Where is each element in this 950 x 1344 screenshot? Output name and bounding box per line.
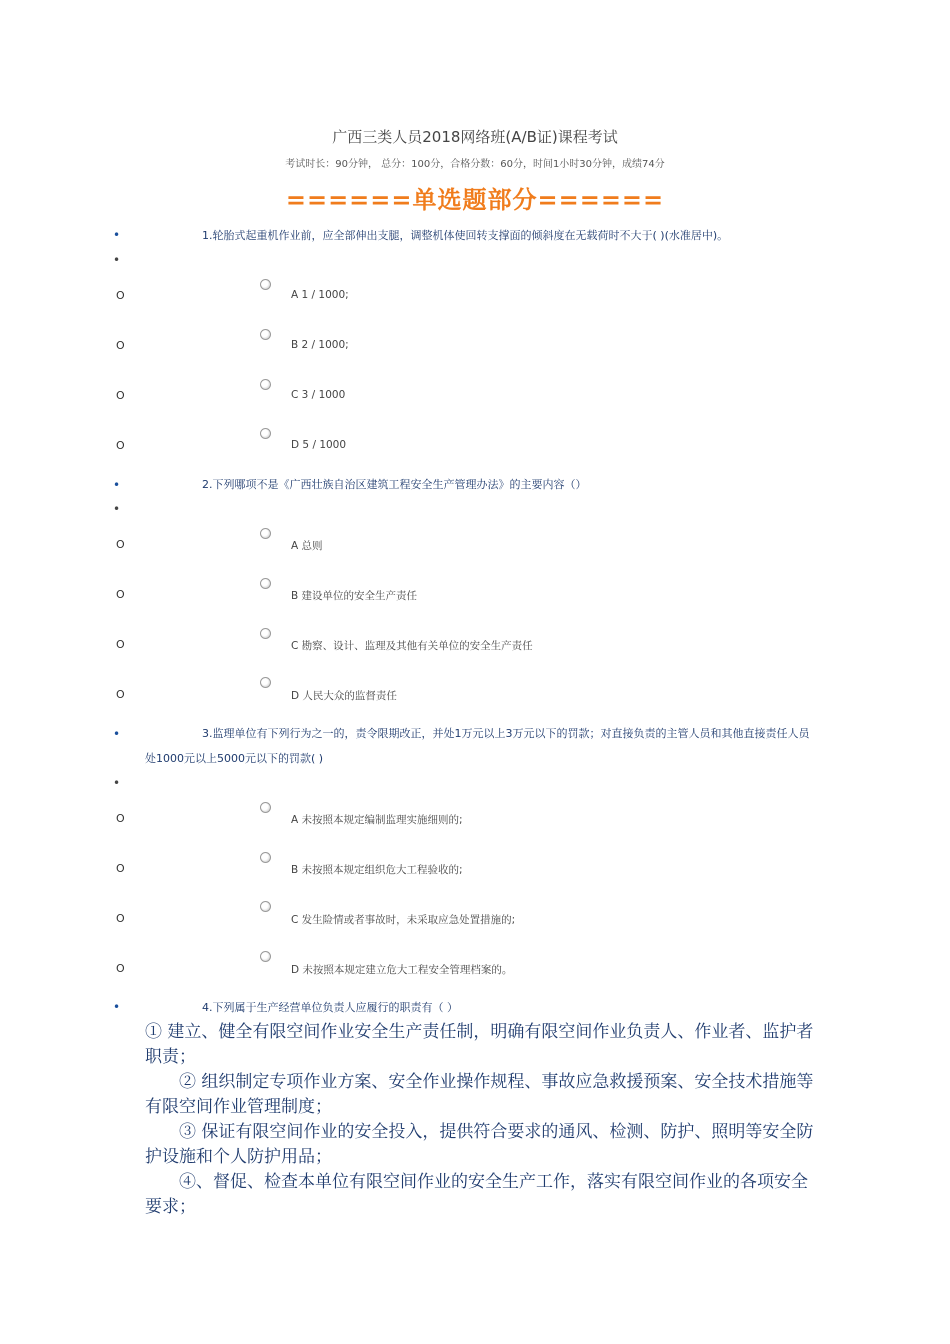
- answer-bullet: •: [113, 776, 121, 790]
- q4-item-4: ④、督促、检查本单位有限空间作业的安全生产工作，落实有限空间作业的各项安全要求；: [145, 1172, 808, 1217]
- option-marker: O: [116, 862, 125, 875]
- q3-option-a-radio[interactable]: [260, 802, 271, 813]
- q2-option-d-label: D 人民大众的监督责任: [291, 690, 397, 702]
- q2-option-c-radio[interactable]: [260, 628, 271, 639]
- question-bullet: •: [113, 478, 121, 492]
- q1-option-c-radio[interactable]: [260, 379, 271, 390]
- option-marker: O: [116, 389, 125, 402]
- question-bullet: •: [113, 727, 121, 741]
- q4-item-2: ② 组织制定专项作业方案、安全作业操作规程、事故应急救援预案、安全技术措施等有限空间作业管理制度；: [145, 1072, 814, 1117]
- q3-option-c-label: C 发生险情或者事故时，未采取应急处置措施的;: [291, 914, 516, 926]
- option-marker: O: [116, 962, 125, 975]
- option-marker: O: [116, 439, 125, 452]
- option-marker: O: [116, 812, 125, 825]
- q3-option-d-label: D 未按照本规定建立危大工程安全管理档案的。: [291, 964, 513, 976]
- q1-option-b-label: B 2 / 1000;: [291, 339, 349, 351]
- q4-item-1: ① 建立、健全有限空间作业安全生产责任制，明确有限空间作业负责人、作业者、监护者职责；: [145, 1022, 814, 1067]
- question-2-text: 2.下列哪项不是《广西壮族自治区建筑工程安全生产管理办法》的主要内容（）: [202, 478, 587, 491]
- option-marker: O: [116, 588, 125, 601]
- section-title: ======单选题部分======: [285, 186, 665, 214]
- exam-meta: 考试时长：90分钟， 总分：100分，合格分数：60分，时间1小时30分钟，成绩74分: [285, 159, 665, 170]
- q2-option-a-radio[interactable]: [260, 528, 271, 539]
- q1-option-d-radio[interactable]: [260, 428, 271, 439]
- question-1-text: 1.轮胎式起重机作业前，应全部伸出支腿，调整机体使回转支撑面的倾斜度在无载荷时不大于( )(水准居中)。: [202, 229, 729, 242]
- q3-option-c-radio[interactable]: [260, 901, 271, 912]
- q2-option-d-radio[interactable]: [260, 677, 271, 688]
- option-marker: O: [116, 339, 125, 352]
- question-bullet: •: [113, 228, 121, 242]
- option-marker: O: [116, 538, 125, 551]
- exam-title: 广西三类人员2018网络班(A/B证)课程考试: [332, 128, 618, 146]
- q1-option-c-label: C 3 / 1000: [291, 389, 346, 401]
- question-4-text: 4.下列属于生产经营单位负责人应履行的职责有（ ）: [202, 1001, 458, 1014]
- q2-option-a-label: A 总则: [291, 540, 323, 552]
- option-marker: O: [116, 688, 125, 701]
- answer-bullet: •: [113, 253, 121, 267]
- option-marker: O: [116, 289, 125, 302]
- q1-option-d-label: D 5 / 1000: [291, 439, 347, 451]
- question-bullet: •: [113, 1000, 121, 1014]
- q1-option-b-radio[interactable]: [260, 329, 271, 340]
- q1-option-a-radio[interactable]: [260, 279, 271, 290]
- option-marker: O: [116, 638, 125, 651]
- q1-option-a-label: A 1 / 1000;: [291, 289, 349, 301]
- q2-option-b-radio[interactable]: [260, 578, 271, 589]
- option-marker: O: [116, 912, 125, 925]
- q4-item-3: ③ 保证有限空间作业的安全投入，提供符合要求的通风、检测、防护、照明等安全防护设施和个人防护用品；: [145, 1122, 814, 1167]
- q3-option-a-label: A 未按照本规定编制监理实施细则的;: [291, 814, 463, 826]
- q3-option-b-label: B 未按照本规定组织危大工程验收的;: [291, 864, 463, 876]
- q2-option-b-label: B 建设单位的安全生产责任: [291, 590, 418, 602]
- question-3-text: 3.监理单位有下列行为之一的，责令限期改正，并处1万元以上3万元以下的罚款；对直接负责的主管人员和其他直接责任人员处1000元以上5000元以下的罚款( ): [145, 727, 810, 765]
- q2-option-c-label: C 勘察、设计、监理及其他有关单位的安全生产责任: [291, 640, 533, 652]
- q3-option-b-radio[interactable]: [260, 852, 271, 863]
- q3-option-d-radio[interactable]: [260, 951, 271, 962]
- answer-bullet: •: [113, 502, 121, 516]
